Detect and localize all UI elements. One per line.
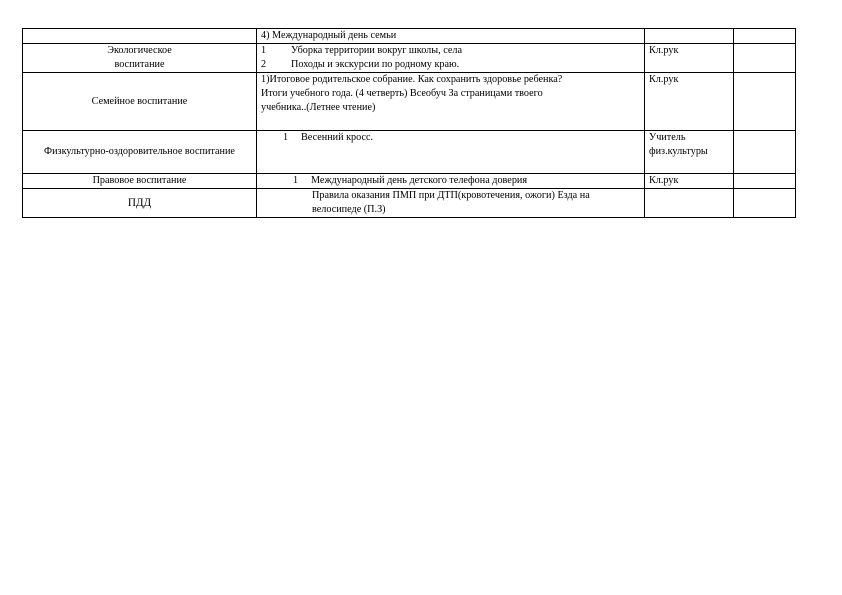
event-number: 1 [293, 175, 299, 186]
direction-cell: Правовое воспитание [23, 174, 257, 189]
table-row [23, 44, 796, 73]
event-number: 1 [283, 132, 289, 143]
event-text: Уборка территории вокруг школы, села [291, 45, 462, 56]
direction-cell [23, 44, 257, 73]
responsible-line: физ.культуры [649, 146, 708, 157]
event-text: Походы и экскурсии по родному краю. [291, 59, 460, 70]
events-cell [257, 131, 645, 174]
event-item [261, 44, 640, 58]
responsible-cell: Кл.рук [645, 44, 734, 73]
mark-cell [734, 189, 796, 218]
table-row [23, 29, 796, 44]
mark-cell [734, 174, 796, 189]
responsible-cell [645, 131, 734, 174]
event-text: Весенний кросс. [301, 132, 374, 143]
responsible-cell: Кл.рук [645, 73, 734, 131]
events-cell [257, 73, 645, 131]
event-item [261, 131, 640, 145]
event-number: 2 [261, 59, 267, 70]
event-text: учебника..(Летнее чтение) [261, 102, 376, 113]
mark-cell [734, 73, 796, 131]
table-row [23, 189, 796, 218]
event-text: Международный день детского телефона доверия [311, 175, 528, 186]
event-text: 4) Международный день семьи [261, 30, 397, 41]
events-cell [257, 44, 645, 73]
event-text: Правила оказания ПМП при ДТП(кровотечения, ожоги) Езда на велосипеде (П.З) [312, 190, 590, 215]
responsible-cell [645, 29, 734, 44]
event-text: 1)Итоговое родительское собрание. Как сохранить здоровье ребенка? [261, 74, 563, 85]
direction-line: воспитание [114, 59, 165, 70]
responsible-cell [645, 189, 734, 218]
education-plan-table [22, 28, 796, 218]
event-number: 1 [261, 45, 267, 56]
events-cell [257, 174, 645, 189]
direction-cell: ПДД [23, 189, 257, 218]
direction-cell [23, 29, 257, 44]
event-item [261, 58, 640, 72]
mark-cell [734, 29, 796, 44]
mark-cell [734, 44, 796, 73]
direction-cell: Физкультурно-оздоровительное воспитание [23, 131, 257, 174]
table-row [23, 174, 796, 189]
direction-cell: Семейное воспитание [23, 73, 257, 131]
events-cell [257, 29, 645, 44]
responsible-cell: Кл.рук [645, 174, 734, 189]
table-row [23, 73, 796, 131]
mark-cell [734, 131, 796, 174]
direction-line: Экологическое [107, 45, 172, 56]
table-row [23, 131, 796, 174]
events-cell [257, 189, 645, 218]
event-item [261, 174, 640, 188]
event-text: Итоги учебного года. (4 четверть) Всеобуч За страницами твоего [261, 88, 543, 99]
responsible-line: Учитель [649, 132, 686, 143]
